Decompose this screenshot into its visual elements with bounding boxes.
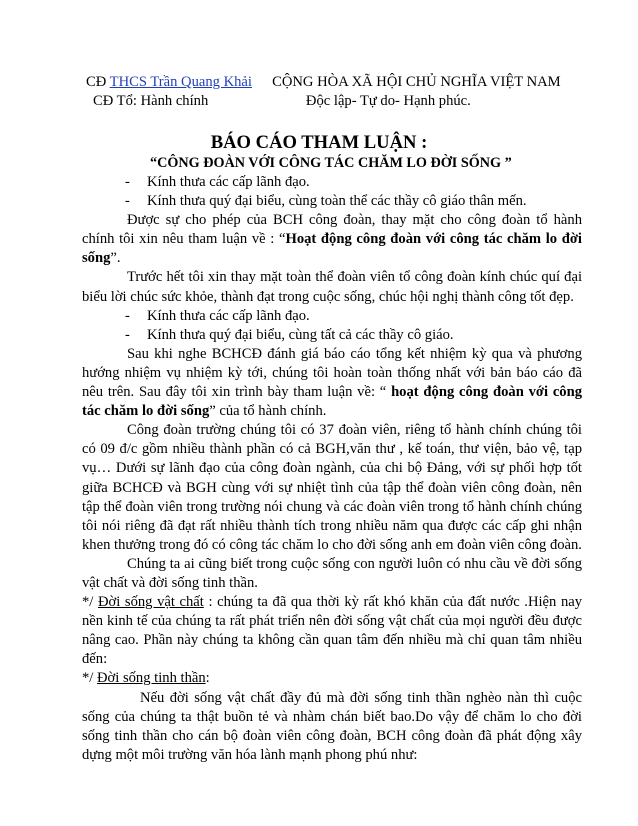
greeting-text: Kính thưa quý đại biểu, cùng toàn thể các thầy cô giáo thân mến. [147,193,527,210]
paragraph: Chúng ta ai cũng biết trong cuộc sống con người luôn có nhu cầu về đời sống vật chất và đời sống tinh thần. [82,555,582,591]
greeting-text: Kính thưa các cấp lãnh đạo. [147,174,310,190]
document-subtitle: “CÔNG ĐOÀN VỚI CÔNG TÁC CHĂM LO ĐỜI SỐNG ” [150,155,512,171]
motto: Độc lập- Tự do- Hạnh phúc. [305,93,471,110]
greeting-line [82,307,582,326]
paragraph: Nếu đời sống vật chất đầy đủ mà đời sống tinh thần nghèo nàn thì cuộc sống của chúng ta thật buồn tẻ và nhàm chán biết bao.Do vậy để chăm lo cho đời sống tinh thần cho cán bộ đoàn viên công đoàn, BCH công đoàn đã phát động xây dựng một môi trường văn hóa lành mạnh phong phú như: [82,689,582,763]
document-body [82,173,582,765]
dash-marker: - [125,193,130,210]
greeting-text: Kính thưa quý đại biểu, cùng tất cả các thầy cô giáo. [147,326,454,343]
section-heading: Đời sống tinh thần [97,670,206,687]
paragraph-text: Được sự cho phép của BCH công đoàn, thay mặt cho công đoàn tổ hành chính tôi xin nêu tham luận về : “ [82,212,582,248]
topic-bold: Hoạt động công đoàn với công tác chăm lo đời sống [82,231,582,267]
org-prefix: CĐ [86,74,110,90]
section-material-life [82,593,582,669]
dash-marker: - [125,174,130,190]
organization-name [86,73,272,92]
section-marker: */ [82,594,98,611]
document-title: BÁO CÁO THAM LUẬN : [210,132,428,153]
paragraph-text: Sau khi nghe BCHCĐ đánh giá báo cáo tổng kết nhiệm kỳ qua và phương hướng nhiệm vụ nhiệm kỳ tới, chúng tôi hoàn toàn thống nhất với bản báo cáo đã nêu trên. Sau đây tôi xin trình bày tham luận về: “ [82,345,582,401]
paragraph: Trước hết tôi xin thay mặt toàn thể đoàn viên tổ công đoàn kính chúc quí đại biểu lời chúc sức khỏe, thành đạt trong cuộc sống, chúc hội nghị thành công tốt đẹp. [82,269,582,305]
document-header [86,73,566,111]
greeting-line [82,173,582,192]
header-row-1 [86,73,566,92]
greeting-line [82,192,582,211]
paragraph-text: : chúng ta đã qua thời kỳ rất khó khăn của đất nước .Hiện nay nền kinh tế của chúng ta rất phát triển nên đời sống vật chất của mọi người đều được nâng cao. Phần này chúng ta không cần quan tâm đến nhiều mà chỉ quan tâm nhiều đến: [82,594,583,668]
group-name: CĐ Tổ: Hành chính [93,93,209,110]
paragraph: Công đoàn trường chúng tôi có 37 đoàn viên, riêng tổ hành chính chúng tôi có 09 đ/c gồm nhiều thành phần có cả BGH,văn thư , kế toán, thư viện, bảo vệ, tạp vụ… Dưới sự lãnh đạo của công đoàn ngành, của chi bộ Đảng, với sự phối hợp tốt giữa BCHCĐ và BGH cùng với sự nhiệt tình của tập thể đoàn viên công đoàn, nên tập thể đoàn viên trong trường nói chung và các đoàn viên trong tổ hành chính chúng tôi nói riêng đã đạt rất nhiều thành tích trong nhiều năm qua được các cấp ghi nhận khen thưởng trong đó có công tác chăm lo cho đời sống anh em đoàn viên công đoàn. [82,422,582,553]
topic-bold: hoạt động công đoàn với công tác chăm lo đời sống [82,384,583,420]
paragraph-text: ” của tổ hành chính. [209,403,327,420]
country-name: CỘNG HÒA XÃ HỘI CHỦ NGHĨA VIỆT NAM [272,74,561,90]
dash-marker: - [125,326,130,343]
school-link[interactable]: THCS Trần Quang Khải [109,74,252,90]
section-heading: Đời sống vật chất [97,594,204,611]
greeting-line [82,326,582,345]
paragraph-text: ”. [110,250,121,267]
section-marker: */ [82,670,97,687]
paragraph [82,345,582,421]
section-spiritual-life [82,669,582,688]
paragraph-text: : [205,670,210,687]
dash-marker: - [125,307,130,324]
header-row-2 [86,92,566,111]
paragraph [82,211,582,268]
greeting-text: Kính thưa các cấp lãnh đạo. [147,307,310,324]
